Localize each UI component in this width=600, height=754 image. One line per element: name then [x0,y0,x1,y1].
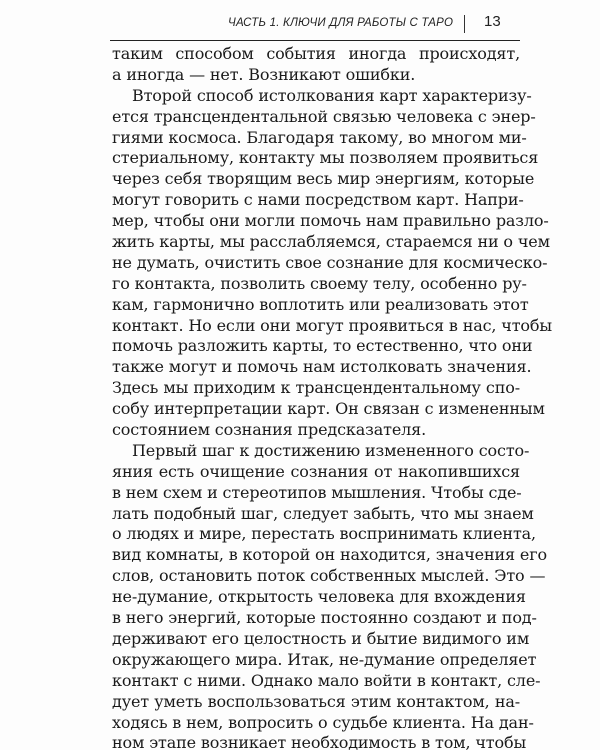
text-line: держивают его целостность и бытие видимого им [112,628,530,648]
text-line: Второй способ истолкования карт характеризу- [132,85,532,105]
text-line: в нем схем и стереотипов мышления. Чтобы сде- [112,482,522,502]
running-head [110,12,520,41]
page-number: 13 [484,13,501,30]
text-line: не-думание, открытость человека для вхождения [112,587,526,607]
text-line: гиями космоса. Благодаря такому, во многом ми- [112,127,527,147]
text-line: через себя творящим весь мир энергиям, которые [112,169,535,189]
text-line: в него энергий, которые постоянно создают и под- [112,608,537,628]
text-line: контакт с ними. Однако мало войти в контакт, сле- [112,670,541,690]
text-line: ходясь в нем, вопросить о судьбе клиента. На дан- [112,712,534,732]
text-line: также могут и помочь нам истолковать значения. [112,357,532,377]
text-line: дует уметь воспользоваться этим контактом, на- [112,691,520,711]
text-line: стериальному, контакту мы позволяем проявиться [112,148,539,168]
text-line: не думать, очистить свое сознание для космическо- [112,252,548,272]
text-line: ется трансцендентальной связью человека с энер- [112,106,536,126]
text-line: а иногда — нет. Возникают ошибки. [112,64,416,84]
text-line: Здесь мы приходим к трансцендентальному спо- [112,378,520,398]
text-line: Первый шаг к достижению измененного состо- [132,440,530,460]
text-line: мер, чтобы они могли помочь нам правильно разло- [112,211,549,231]
text-line: о людях и мире, перестать воспринимать клиента, [112,524,536,544]
header-separator [464,15,465,33]
text-line: контакт. Но если они могут проявиться в нас, чтобы [112,315,552,335]
text-line: помочь разложить карты, то естественно, что они [112,336,533,356]
text-line: состоянием сознания предсказателя. [112,420,427,440]
running-title: ЧАСТЬ 1. КЛЮЧИ ДЛЯ РАБОТЫ С ТАРО [228,17,454,29]
text-line: яния есть очищение сознания от накопившихся [112,461,520,481]
text-line: го контакта, позволить своему телу, особенно ру- [112,273,527,293]
text-line: таким способом события иногда происходят, [112,44,520,63]
text-line: окружающего мира. Итак, не-думание определяет [112,649,537,669]
text-line: жить карты, мы расслабляемся, стараемся ни о чем [112,232,550,252]
text-line: кам, гармонично воплотить или реализовать этот [112,294,529,314]
text-line: слов, остановить поток собственных мыслей. Это — [112,566,546,586]
text-line: собу интерпретации карт. Он связан с измененным [112,399,545,419]
body-text [112,44,552,754]
text-line: вид комнаты, в которой он находится, значения его [112,545,547,565]
text-line: могут говорить с нами посредством карт. Напри- [112,190,524,210]
text-line: ном этапе возникает необходимость в том, чтобы [112,733,527,753]
text-line: лать подобный шаг, следует забыть, что мы знаем [112,503,534,523]
